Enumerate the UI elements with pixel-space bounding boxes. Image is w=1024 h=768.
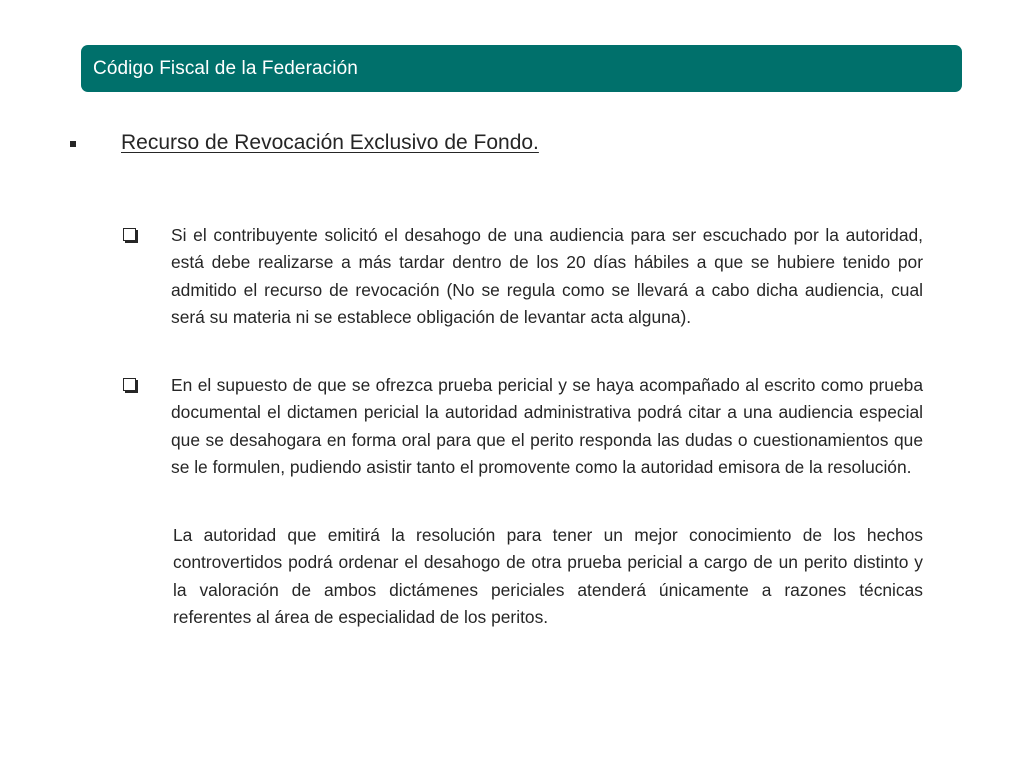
- checkbox-icon: [123, 228, 136, 241]
- header-bar: [81, 45, 962, 92]
- list-item: [123, 222, 923, 332]
- section-heading: [70, 131, 930, 155]
- list-item-text: En el supuesto de que se ofrezca prueba pericial y se haya acompañado al escrito como prueba documental el dictamen pericial la autoridad administrativa podrá citar a una audiencia especial que se desahogara en forma oral para que el perito responda las dudas o cuestionamientos que se le formulen, pudiendo asistir tanto el promovente como la autoridad emisora de la resolución.: [171, 375, 923, 478]
- header-title: Código Fiscal de la Federación: [93, 57, 358, 79]
- square-bullet-icon: [70, 141, 76, 147]
- continuation-paragraph: [173, 522, 923, 632]
- list-item: [123, 372, 923, 482]
- section-title: Recurso de Revocación Exclusivo de Fondo.: [121, 131, 539, 154]
- paragraph-text: La autoridad que emitirá la resolución para tener un mejor conocimiento de los hechos controvertidos podrá ordenar el desahogo de otra prueba pericial a cargo de un perito distinto y la valoración de ambos dictámenes periciales atenderá únicamente a razones técnicas referentes al área de especialidad de los peritos.: [173, 525, 923, 628]
- list-item-text: Si el contribuyente solicitó el desahogo de una audiencia para ser escuchado por la autoridad, está debe realizarse a más tardar dentro de los 20 días hábiles a que se hubiere tenido por admitido el recurso de revocación (No se regula como se llevará a cabo dicha audiencia, cual será su materia ni se establece obligación de levantar acta alguna).: [171, 225, 923, 328]
- checkbox-icon: [123, 378, 136, 391]
